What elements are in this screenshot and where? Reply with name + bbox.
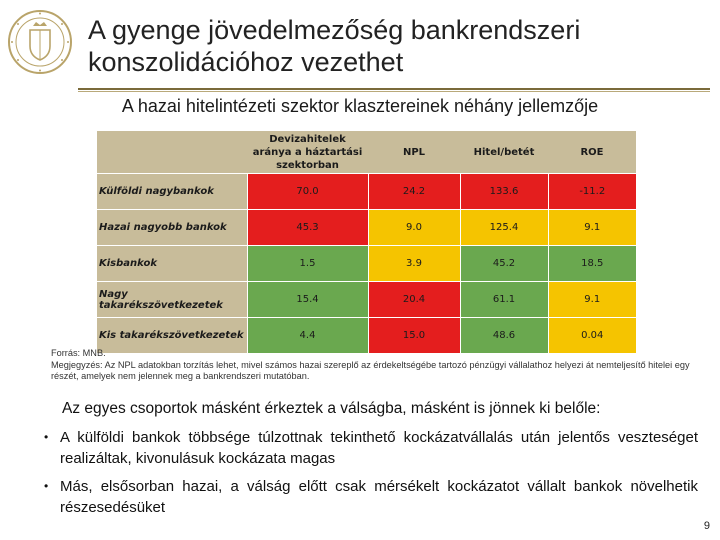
- cluster-table: [97, 131, 636, 353]
- table-cell: 45.2: [460, 246, 548, 282]
- table-cell: 4.4: [247, 318, 368, 354]
- table-cell: 3.9: [368, 246, 460, 282]
- table-cell: 9.0: [368, 210, 460, 246]
- table-caption: A hazai hitelintézeti szektor klasztereinek néhány jellemzője: [121, 96, 599, 116]
- table-cell: 15.4: [247, 282, 368, 318]
- remark-note: Megjegyzés: Az NPL adatokban torzítás lehet, mivel számos hazai szereplő az érdekeltségébe tartozó pénzügyi vállalathoz helyezi át nemteljesítő hitelei egy részét, amelyek nem jelennek meg a bankrendszeri mutatóban.: [51, 359, 690, 381]
- slide-title: A gyenge jövedelmezőség bankrendszeri konszolidációhoz vezethet: [88, 15, 581, 77]
- column-header: [97, 131, 247, 174]
- table-cell: 15.0: [368, 318, 460, 354]
- table-cell: 45.3: [247, 210, 368, 246]
- table-cell: 70.0: [247, 174, 368, 210]
- row-label: Hazai nagyobb bankok: [97, 210, 247, 246]
- table-cell: 125.4: [460, 210, 548, 246]
- table-cell: 20.4: [368, 282, 460, 318]
- cluster-table-container: [97, 131, 636, 341]
- bullet-item: [44, 427, 698, 469]
- column-header: Hitel/betét: [460, 131, 548, 174]
- lead-text: Az egyes csoportok másként érkeztek a válságba, másként is jönnek ki belőle:: [62, 400, 601, 417]
- row-label: Kis takarékszövetkezetek: [97, 318, 247, 354]
- bullet-dot-icon: •: [44, 430, 49, 444]
- table-cell: 48.6: [460, 318, 548, 354]
- title-divider-thin: [78, 91, 710, 92]
- bullet-text: Más, elsősorban hazai, a válság előtt csak mérsékelt kockázatot vállalt bankok növelhetik részesedésüket: [60, 478, 698, 516]
- column-header: ROE: [548, 131, 636, 174]
- column-header: Devizahitelek aránya a háztartási szektorban: [247, 131, 368, 174]
- table-cell: 0.04: [548, 318, 636, 354]
- row-label: Külföldi nagybankok: [97, 174, 247, 210]
- table-row: [97, 210, 636, 246]
- table-cell: 9.1: [548, 210, 636, 246]
- column-header: NPL: [368, 131, 460, 174]
- table-row: [97, 246, 636, 282]
- page-number: 9: [703, 520, 710, 532]
- table-cell: 133.6: [460, 174, 548, 210]
- table-cell: 18.5: [548, 246, 636, 282]
- title-divider: [78, 88, 710, 90]
- bullet-item: [44, 476, 698, 518]
- row-label: Kisbankok: [97, 246, 247, 282]
- bullet-dot-icon: •: [44, 479, 49, 493]
- table-cell: 9.1: [548, 282, 636, 318]
- source-note: Forrás: MNB.: [51, 348, 106, 358]
- row-label: Nagy takarékszövetkezetek: [97, 282, 247, 318]
- bullet-text: A külföldi bankok többsége túlzottnak tekinthető kockázatvállalás után jelentős veszteséget realizáltak, kivonulásuk kockázata magas: [60, 429, 698, 467]
- mnb-seal-icon: [6, 8, 74, 76]
- table-cell: -11.2: [548, 174, 636, 210]
- table-header-row: [97, 131, 636, 174]
- table-cell: 24.2: [368, 174, 460, 210]
- table-notes: [51, 348, 711, 383]
- table-row: [97, 174, 636, 210]
- table-cell: 1.5: [247, 246, 368, 282]
- table-cell: 61.1: [460, 282, 548, 318]
- table-row: [97, 282, 636, 318]
